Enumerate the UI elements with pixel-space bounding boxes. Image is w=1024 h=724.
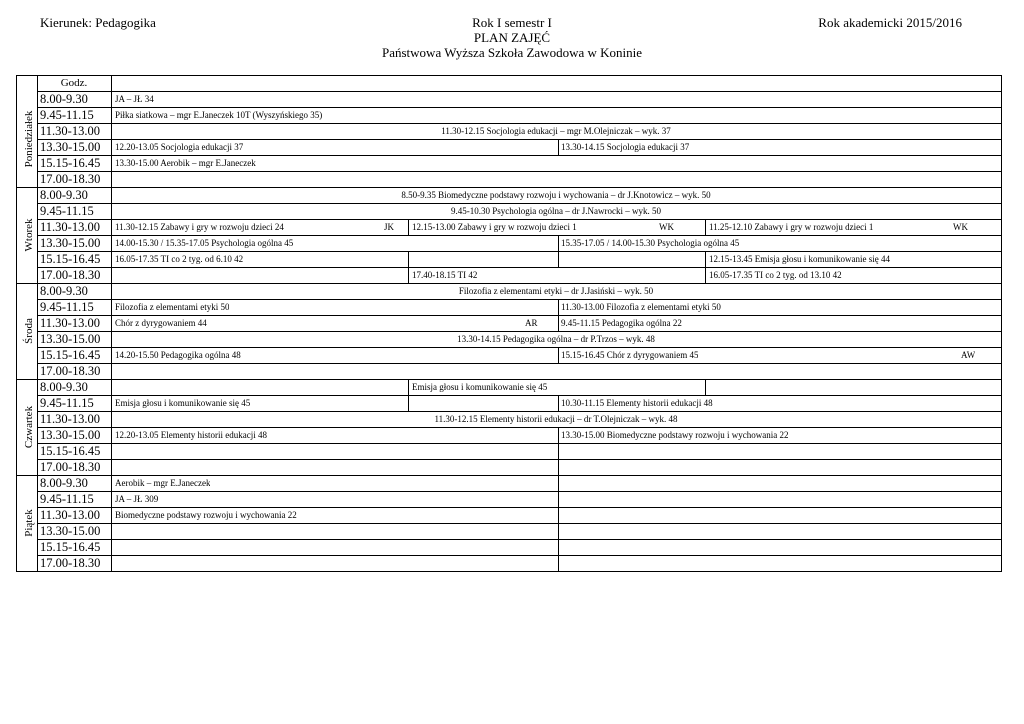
thursday-slot-4a-entry: 12.20-13.05 Elementy historii edukacji 48	[115, 430, 267, 440]
wednesday-slot-3b-entry: 9.45-11.15 Pedagogika ogólna 22	[561, 318, 682, 328]
cell-divider	[558, 299, 559, 315]
table-border-bottom	[16, 571, 1002, 572]
table-border-top	[16, 75, 1002, 76]
time-label: 15.15-16.45	[40, 155, 101, 170]
time-label: 13.30-15.00	[40, 427, 101, 442]
cell-divider	[558, 347, 559, 363]
time-label: 15.15-16.45	[40, 539, 101, 554]
time-column-divider	[111, 75, 112, 571]
year-semester-label: Rok I semestr I	[472, 15, 552, 30]
row-separator	[37, 459, 1001, 460]
tuesday-slot-3a-tag: JK	[384, 222, 395, 232]
page-title: PLAN ZAJĘĆ	[473, 30, 551, 45]
tuesday-slot-3b-tag: WK	[659, 222, 674, 232]
row-separator	[37, 539, 1001, 540]
cell-divider	[705, 219, 706, 235]
cell-divider	[558, 395, 559, 411]
wednesday-slot-1-entry: Filozofia z elementami etyki – dr J.Jasiński – wyk. 50	[458, 286, 654, 296]
row-separator	[37, 555, 1001, 556]
tuesday-slot-5b-entry: 12.15-13.45 Emisja głosu i komunikowanie się 44	[709, 254, 890, 264]
row-separator	[37, 267, 1001, 268]
time-label: 8.00-9.30	[40, 283, 88, 298]
day-label-tuesday: Wtorek	[23, 218, 35, 252]
time-label: 8.00-9.30	[40, 187, 88, 202]
time-label: 13.30-15.00	[40, 523, 101, 538]
cell-divider	[558, 459, 559, 475]
time-label: 8.00-9.30	[40, 379, 88, 394]
friday-slot-2-entry: JA – JŁ 309	[115, 494, 159, 504]
time-label: 11.30-13.00	[40, 123, 100, 138]
cell-divider	[558, 251, 559, 267]
time-label: 8.00-9.30	[40, 475, 88, 490]
time-label: 13.30-15.00	[40, 139, 101, 154]
tuesday-slot-3b-entry: 12.15-13.00 Zabawy i gry w rozwoju dzieci 1	[412, 222, 577, 232]
time-label: 9.45-11.15	[40, 107, 94, 122]
day-label-wednesday: Środa	[23, 318, 35, 344]
cell-divider	[705, 267, 706, 283]
time-label: 17.00-18.30	[40, 555, 101, 570]
wednesday-slot-5a-entry: 14.20-15.50 Pedagogika ogólna 48	[115, 350, 241, 360]
day-label-thursday: Czwartek	[23, 405, 35, 449]
cell-divider	[558, 539, 559, 555]
monday-slot-3-entry: 11.30-12.15 Socjologia edukacji – mgr M.Olejniczak – wyk. 37	[441, 126, 671, 136]
tuesday-slot-5a-entry: 16.05-17.35 TI co 2 tyg. od 6.10 42	[115, 254, 244, 264]
day-column-divider	[37, 75, 38, 571]
time-label: 15.15-16.45	[40, 251, 101, 266]
row-separator	[37, 523, 1001, 524]
monday-slot-4b-entry: 13.30-14.15 Socjologia edukacji 37	[561, 142, 690, 152]
thursday-slot-3-entry: 11.30-12.15 Elementy historii edukacji – dr T.Olejniczak – wyk. 48	[434, 414, 678, 424]
row-separator	[37, 491, 1001, 492]
tuesday-slot-2-entry: 9.45-10.30 Psychologia ogólna – dr J.Nawrocki – wyk. 50	[451, 206, 661, 216]
tuesday-slot-6b-entry: 16.05-17.35 TI co 2 tyg. od 13.10 42	[709, 270, 842, 280]
cell-divider	[558, 523, 559, 539]
tuesday-slot-4a-entry: 14.00-15.30 / 15.35-17.05 Psychologia ogólna 45	[115, 238, 294, 248]
time-label: 17.00-18.30	[40, 267, 101, 282]
time-label: 15.15-16.45	[40, 443, 101, 458]
row-separator	[37, 443, 1001, 444]
time-label: 15.15-16.45	[40, 347, 101, 362]
tuesday-slot-3c-entry: 11.25-12.10 Zabawy i gry w rozwoju dzieci 1	[709, 222, 874, 232]
cell-divider	[558, 555, 559, 571]
cell-divider	[558, 507, 559, 523]
cell-divider	[408, 379, 409, 395]
friday-slot-3-entry: Biomedyczne podstawy rozwoju i wychowania 22	[115, 510, 297, 520]
thursday-slot-2b-entry: 10.30-11.15 Elementy historii edukacji 48	[561, 398, 713, 408]
time-label: 17.00-18.30	[40, 459, 101, 474]
cell-divider	[408, 251, 409, 267]
monday-slot-2-entry: Piłka siatkowa – mgr E.Janeczek 10T (Wyszyńskiego 35)	[115, 110, 323, 120]
wednesday-slot-4-entry: 13.30-14.15 Pedagogika ogólna – dr P.Trzos – wyk. 48	[457, 334, 655, 344]
monday-slot-1-entry: JA – JŁ 34	[115, 94, 154, 104]
time-label: 11.30-13.00	[40, 219, 100, 234]
tuesday-slot-6a-entry: 17.40-18.15 TI 42	[412, 270, 478, 280]
cell-divider	[408, 267, 409, 283]
monday-slot-5-entry: 13.30-15.00 Aerobik – mgr E.Janeczek	[115, 158, 256, 168]
cell-divider	[558, 139, 559, 155]
thursday-slot-2a-entry: Emisja głosu i komunikowanie się 45	[115, 398, 251, 408]
kierunek-label: Kierunek: Pedagogika	[40, 15, 156, 30]
time-label: 13.30-15.00	[40, 331, 101, 346]
tuesday-slot-4b-entry: 15.35-17.05 / 14.00-15.30 Psychologia ogólna 45	[561, 238, 740, 248]
cell-divider	[558, 491, 559, 507]
time-label: 11.30-13.00	[40, 315, 100, 330]
tuesday-slot-3a-entry: 11.30-12.15 Zabawy i gry w rozwoju dzieci 24	[115, 222, 284, 232]
day-label-monday: Poniedziałek	[23, 110, 35, 168]
row-separator	[37, 171, 1001, 172]
cell-divider	[408, 219, 409, 235]
day-label-friday: Piątek	[23, 509, 35, 537]
table-border-left	[16, 75, 17, 572]
friday-slot-1-entry: Aerobik – mgr E.Janeczek	[115, 478, 211, 488]
time-label: 11.30-13.00	[40, 411, 100, 426]
cell-divider	[558, 315, 559, 331]
cell-divider	[558, 235, 559, 251]
thursday-slot-4b-entry: 13.30-15.00 Biomedyczne podstawy rozwoju i wychowania 22	[561, 430, 789, 440]
monday-slot-4a-entry: 12.20-13.05 Socjologia edukacji 37	[115, 142, 244, 152]
tuesday-slot-3c-tag: WK	[953, 222, 968, 232]
time-label: 9.45-11.15	[40, 203, 94, 218]
time-label: 13.30-15.00	[40, 235, 101, 250]
time-label: 17.00-18.30	[40, 171, 101, 186]
wednesday-slot-2b-entry: 11.30-13.00 Filozofia z elementami etyki 50	[561, 302, 721, 312]
time-label: 9.45-11.15	[40, 491, 94, 506]
academic-year-label: Rok akademicki 2015/2016	[818, 15, 962, 30]
wednesday-slot-3a-tag: AR	[525, 318, 538, 328]
tuesday-slot-1-entry: 8.50-9.35 Biomedyczne podstawy rozwoju i wychowania – dr J.Knotowicz – wyk. 50	[401, 190, 711, 200]
time-label: 11.30-13.00	[40, 507, 100, 522]
cell-divider	[558, 475, 559, 491]
table-border-right	[1001, 75, 1002, 572]
cell-divider	[558, 427, 559, 443]
wednesday-slot-2a-entry: Filozofia z elementami etyki 50	[115, 302, 230, 312]
time-label: 9.45-11.15	[40, 299, 94, 314]
row-separator	[37, 363, 1001, 364]
school-name: Państwowa Wyższa Szkoła Zawodowa w Koninie	[382, 45, 642, 60]
header-row-line	[111, 91, 1001, 92]
time-label: 17.00-18.30	[40, 363, 101, 378]
cell-divider	[705, 251, 706, 267]
cell-divider	[558, 443, 559, 459]
wednesday-slot-3a-entry: Chór z dyrygowaniem 44	[115, 318, 207, 328]
wednesday-slot-5b-tag: AW	[961, 350, 976, 360]
hour-column-header: Godz.	[60, 77, 88, 89]
thursday-slot-1-entry: Emisja głosu i komunikowanie się 45	[412, 382, 548, 392]
wednesday-slot-5b-entry: 15.15-16.45 Chór z dyrygowaniem 45	[561, 350, 699, 360]
time-label: 8.00-9.30	[40, 91, 88, 106]
cell-divider	[408, 395, 409, 411]
time-label: 9.45-11.15	[40, 395, 94, 410]
cell-divider	[705, 379, 706, 395]
